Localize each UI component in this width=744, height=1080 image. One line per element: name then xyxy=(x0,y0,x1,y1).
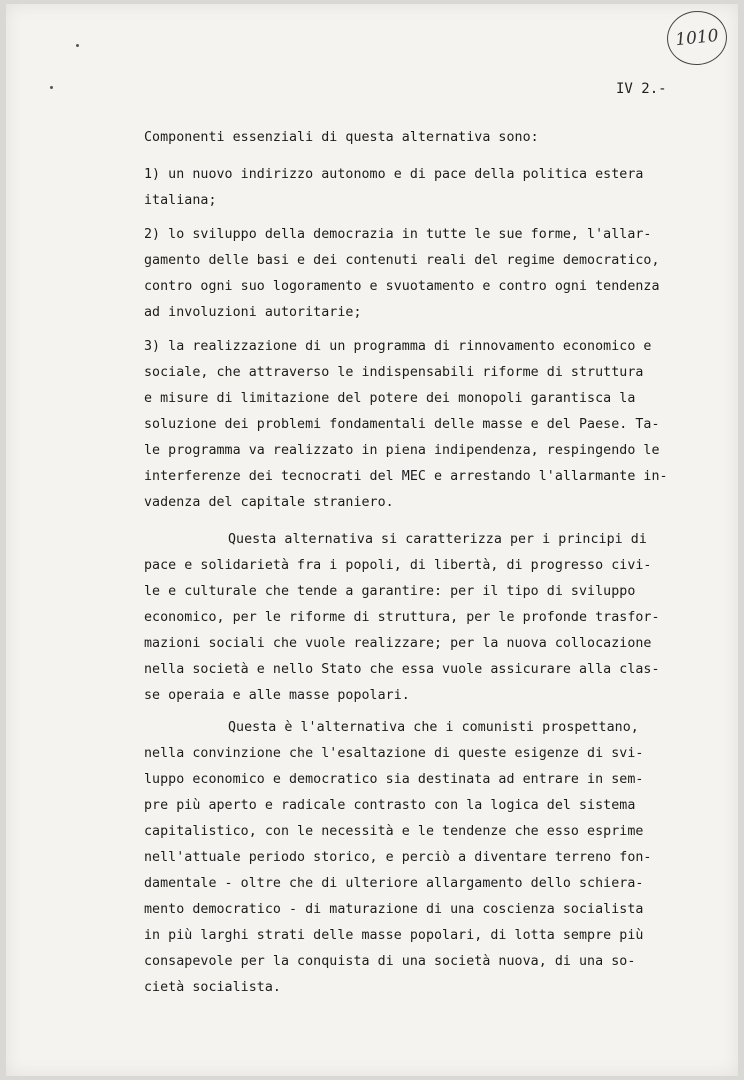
text-line: 1) un nuovo indirizzo autonomo e di pace della politica estera xyxy=(144,167,644,182)
text-line: italiana; xyxy=(144,193,217,208)
speck-mark xyxy=(50,86,53,89)
text-line: pace e solidarietà fra i popoli, di libertà, di progresso civi- xyxy=(144,558,652,573)
page-label: IV 2.- xyxy=(616,81,667,97)
text-line: nell'attuale periodo storico, e perciò a diventare terreno fon- xyxy=(144,850,652,865)
text-line: interferenze dei tecnocrati del MEC e arrestando l'allarmante in- xyxy=(144,469,668,484)
text-line: nella società e nello Stato che essa vuole assicurare alla clas- xyxy=(144,662,660,677)
text-line: e misure di limitazione del potere dei monopoli garantisca la xyxy=(144,391,636,406)
text-line: 3) la realizzazione di un programma di rinnovamento economico e xyxy=(144,339,652,354)
text-line: Componenti essenziali di questa alternativa sono: xyxy=(144,130,539,145)
text-line: cietà socialista. xyxy=(144,980,281,995)
text-line: pre più aperto e radicale contrasto con la logica del sistema xyxy=(144,798,636,813)
text-line: soluzione dei problemi fondamentali delle masse e del Paese. Ta- xyxy=(144,417,660,432)
speck-mark xyxy=(76,44,79,47)
text-line: contro ogni suo logoramento e svuotamento e contro ogni tendenza xyxy=(144,279,660,294)
text-line: nella convinzione che l'esaltazione di queste esigenze di svi- xyxy=(144,746,644,761)
text-line: le e culturale che tende a garantire: per il tipo di sviluppo xyxy=(144,584,636,599)
text-line: consapevole per la conquista di una società nuova, di una so- xyxy=(144,954,636,969)
text-line: se operaia e alle masse popolari. xyxy=(144,688,410,703)
text-line: Questa alternativa si caratterizza per i principi di xyxy=(228,532,647,547)
text-line: mento democratico - di maturazione di una coscienza socialista xyxy=(144,902,644,917)
text-line: Questa è l'alternativa che i comunisti prospettano, xyxy=(228,720,639,735)
text-line: vadenza del capitale straniero. xyxy=(144,495,394,510)
text-line: luppo economico e democratico sia destinata ad entrare in sem- xyxy=(144,772,644,787)
page-stamp: 1010 xyxy=(664,8,729,68)
text-line: economico, per le riforme di struttura, per le profonde trasfor- xyxy=(144,610,660,625)
text-line: ad involuzioni autoritarie; xyxy=(144,305,362,320)
text-line: sociale, che attraverso le indispensabili riforme di struttura xyxy=(144,365,644,380)
text-line: 2) lo sviluppo della democrazia in tutte le sue forme, l'allar- xyxy=(144,227,652,242)
text-line: gamento delle basi e dei contenuti reali del regime democratico, xyxy=(144,253,660,268)
text-line: damentale - oltre che di ulteriore allargamento dello schiera- xyxy=(144,876,644,891)
document-page xyxy=(6,4,738,1076)
text-line: mazioni sociali che vuole realizzare; per la nuova collocazione xyxy=(144,636,652,651)
text-line: capitalistico, con le necessità e le tendenze che esso esprime xyxy=(144,824,644,839)
text-line: le programma va realizzato in piena indipendenza, respingendo le xyxy=(144,443,660,458)
text-line: in più larghi strati delle masse popolari, di lotta sempre più xyxy=(144,928,644,943)
